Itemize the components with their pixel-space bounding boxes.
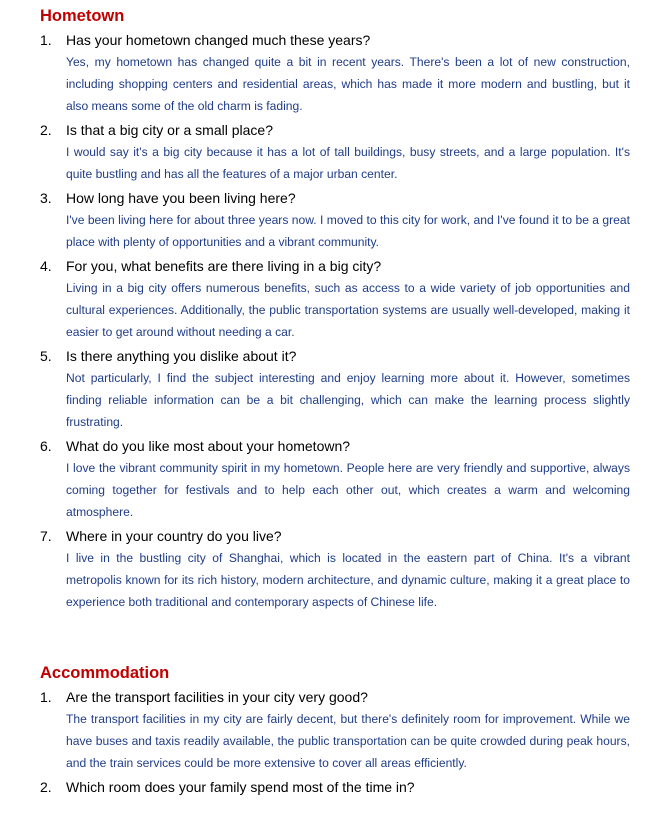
question-list [40,686,630,798]
question-number: 3. [40,190,52,206]
question-text: For you, what benefits are there living in a big city? [66,258,382,274]
question-text: Are the transport facilities in your city very good? [66,689,368,705]
qa-item [40,29,630,117]
question [40,255,630,277]
question-number: 7. [40,528,52,544]
question-number: 1. [40,689,52,705]
section-title: Accommodation [40,664,170,682]
question-text: Which room does your family spend most of the time in? [66,779,415,795]
answer-text: Yes, my hometown has changed quite a bit in recent years. There's been a lot of new construction, including shopping centers and residential areas, which has made it more modern and bustling, but it also means some of the old charm is fading. [66,55,630,113]
answer-text: Living in a big city offers numerous benefits, such as access to a wide variety of job opportunities and cultural experiences. Additionally, the public transportation systems are usually well-developed, making it easier to get around without needing a car. [66,281,630,339]
qa-item [40,776,630,798]
question-number: 6. [40,438,52,454]
question-text: Has your hometown changed much these years? [66,32,371,48]
answer-text: I live in the bustling city of Shanghai, which is located in the eastern part of China. It's a vibrant metropolis known for its rich history, modern architecture, and dynamic culture, making it a great place to experience both traditional and contemporary aspects of Chinese life. [66,551,630,609]
question-list [40,29,630,613]
qa-item [40,345,630,433]
qa-item [40,187,630,253]
question-text: Is that a big city or a small place? [66,122,273,138]
qa-item [40,686,630,774]
answer-text: Not particularly, I find the subject interesting and enjoy learning more about it. However, sometimes finding reliable information can be a bit challenging, which can make the learning process slightly frustrating. [66,371,630,429]
question [40,187,630,209]
answer-text: The transport facilities in my city are fairly decent, but there's definitely room for improvement. While we have buses and taxis readily available, the public transportation can be quite crowded during peak hours, and the train services could be more extensive to cover all areas efficiently. [66,712,630,770]
question [40,525,630,547]
section-title: Hometown [40,7,125,25]
question-number: 1. [40,32,52,48]
question-text: Where in your country do you live? [66,528,282,544]
answer-text: I would say it's a big city because it has a lot of tall buildings, busy streets, and a large population. It's quite bustling and has all the features of a major urban center. [66,145,630,181]
question [40,435,630,457]
question-number: 4. [40,258,52,274]
question [40,119,630,141]
answer-text: I've been living here for about three years now. I moved to this city for work, and I've found it to be a great place with plenty of opportunities and a vibrant community. [66,213,630,249]
question-text: How long have you been living here? [66,190,296,206]
question [40,29,630,51]
question [40,345,630,367]
question-text: Is there anything you dislike about it? [66,348,297,364]
qa-item [40,435,630,523]
question [40,776,630,798]
section-accommodation [40,613,630,798]
qa-item [40,255,630,343]
answer-text: I love the vibrant community spirit in my hometown. People here are very friendly and supportive, always coming together for festivals and to help each other out, which creates a warm and welcoming atmosphere. [66,461,630,519]
question [40,686,630,708]
section-hometown [40,0,630,613]
question-number: 2. [40,122,52,138]
question-text: What do you like most about your hometown? [66,438,351,454]
question-number: 2. [40,779,52,795]
question-number: 5. [40,348,52,364]
qa-item [40,525,630,613]
qa-item [40,119,630,185]
